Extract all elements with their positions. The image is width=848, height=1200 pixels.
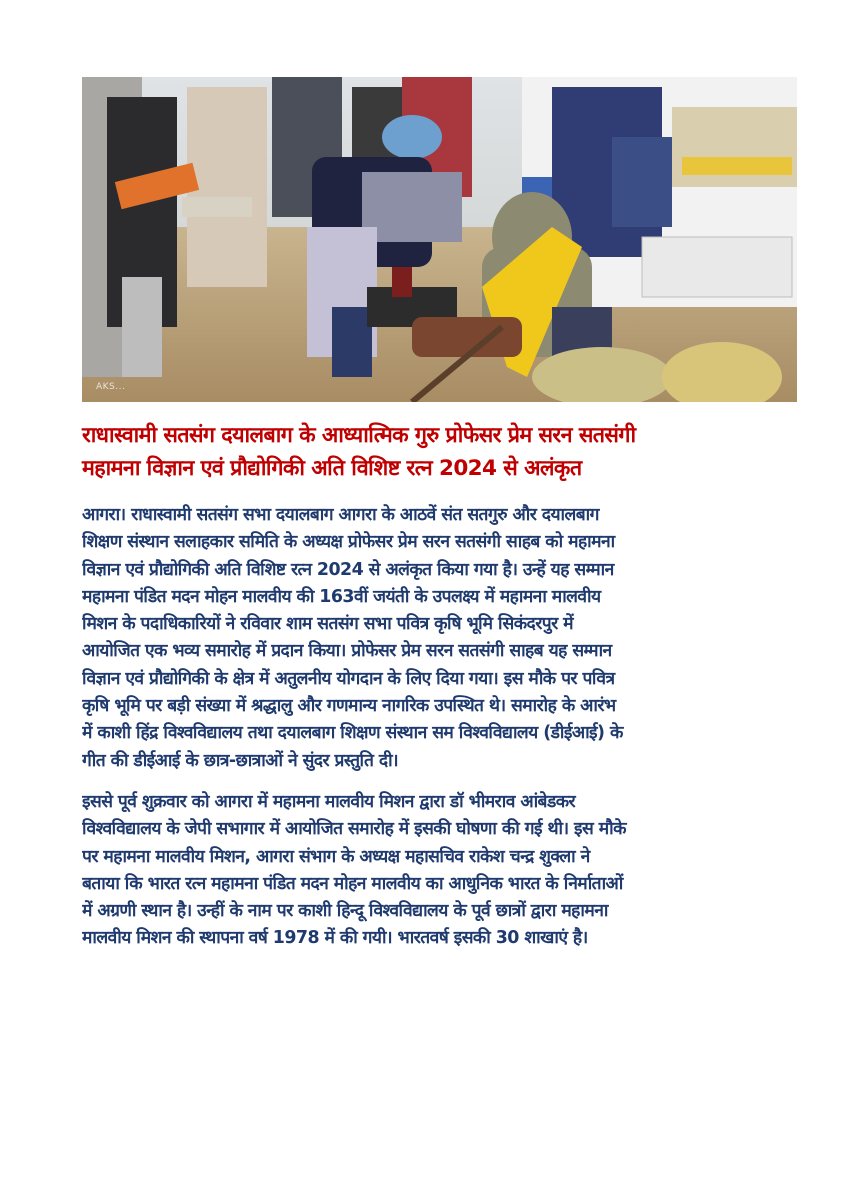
paragraph-line: विज्ञान एवं प्रौद्योगिकी अति विशिष्ट रत्न 2024 से अलंकृत किया गया है। उन्हें यह सम्मान bbox=[82, 559, 614, 580]
paragraph-line: कृषि भूमि पर बड़ी संख्या में श्रद्धालु और गणमान्य नागरिक उपस्थित थे। समारोह के आरंभ bbox=[82, 696, 616, 717]
headline bbox=[82, 419, 802, 485]
headline-line-2: महामना विज्ञान एवं प्रौद्योगिकी अति विशिष्ट रत्न 2024 से अलंकृत bbox=[82, 456, 582, 481]
article-paragraph-1 bbox=[82, 502, 798, 775]
paragraph-line: शिक्षण संस्थान सलाहकार समिति के अध्यक्ष प्रोफेसर प्रेम सरन सतसंगी साहब को महामना bbox=[82, 532, 615, 553]
paragraph-line: महामना पंडित मदन मोहन मालवीय की 163वीं जयंती के उपलक्ष्य में महामना मालवीय bbox=[82, 586, 601, 607]
paragraph-line: इससे पूर्व शुक्रवार को आगरा में महामना मालवीय मिशन द्वारा डॉ भीमराव आंबेडकर bbox=[82, 791, 576, 812]
paragraph-line: मिशन के पदाधिकारियों ने रविवार शाम सतसंग सभा पवित्र कृषि भूमि सिकंदरपुर में bbox=[82, 614, 574, 635]
paragraph-line: मालवीय मिशन की स्थापना वर्ष 1978 में की गयी। भारतवर्ष इसकी 30 शाखाएं है। bbox=[82, 928, 588, 949]
paragraph-line: में काशी हिंद्र विश्वविद्यालय तथा दयालबाग शिक्षण संस्थान सम विश्वविद्यालय (डीईआई) के bbox=[82, 723, 623, 744]
article-paragraph-2 bbox=[82, 789, 798, 953]
paragraph-line: विश्वविद्यालय के जेपी सभागार में आयोजित समारोह में इसकी घोषणा की गई थी। इस मौके bbox=[82, 819, 626, 840]
paragraph-line: गीत की डीईआई के छात्र-छात्राओं ने सुंदर प्रस्तुति दी। bbox=[82, 750, 399, 771]
headline-line-1: राधास्वामी सतसंग दयालबाग के आध्यात्मिक गुरु प्रोफेसर प्रेम सरन सतसंगी bbox=[82, 423, 636, 448]
paragraph-line: में अग्रणी स्थान है। उन्हीं के नाम पर काशी हिन्दू विश्वविद्यालय के पूर्व छात्रों द्वारा महामना bbox=[82, 901, 608, 922]
paragraph-line: पर महामना मालवीय मिशन, आगरा संभाग के अध्यक्ष महासचिव राकेश चन्द्र शुक्ला ने bbox=[82, 846, 590, 867]
ceremony-photo-illustration bbox=[82, 77, 797, 402]
paragraph-line: विज्ञान एवं प्रौद्योगिकी के क्षेत्र में अतुलनीय योगदान के लिए दिया गया। इस मौके पर पवित्र bbox=[82, 668, 615, 689]
news-photo bbox=[82, 77, 797, 402]
photo-watermark: AKS... bbox=[96, 382, 126, 392]
paragraph-line: आयोजित एक भव्य समारोह में प्रदान किया। प्रोफेसर प्रेम सरन सतसंगी साहब यह सम्मान bbox=[82, 641, 612, 662]
article-body bbox=[82, 502, 798, 953]
paragraph-line: आगरा। राधास्वामी सतसंग सभा दयालबाग आगरा के आठवें संत सतगुरु और दयालबाग bbox=[82, 505, 599, 525]
paragraph-line: बताया कि भारत रत्न महामना पंडित मदन मोहन मालवीय का आधुनिक भारत के निर्माताओं bbox=[82, 873, 623, 894]
